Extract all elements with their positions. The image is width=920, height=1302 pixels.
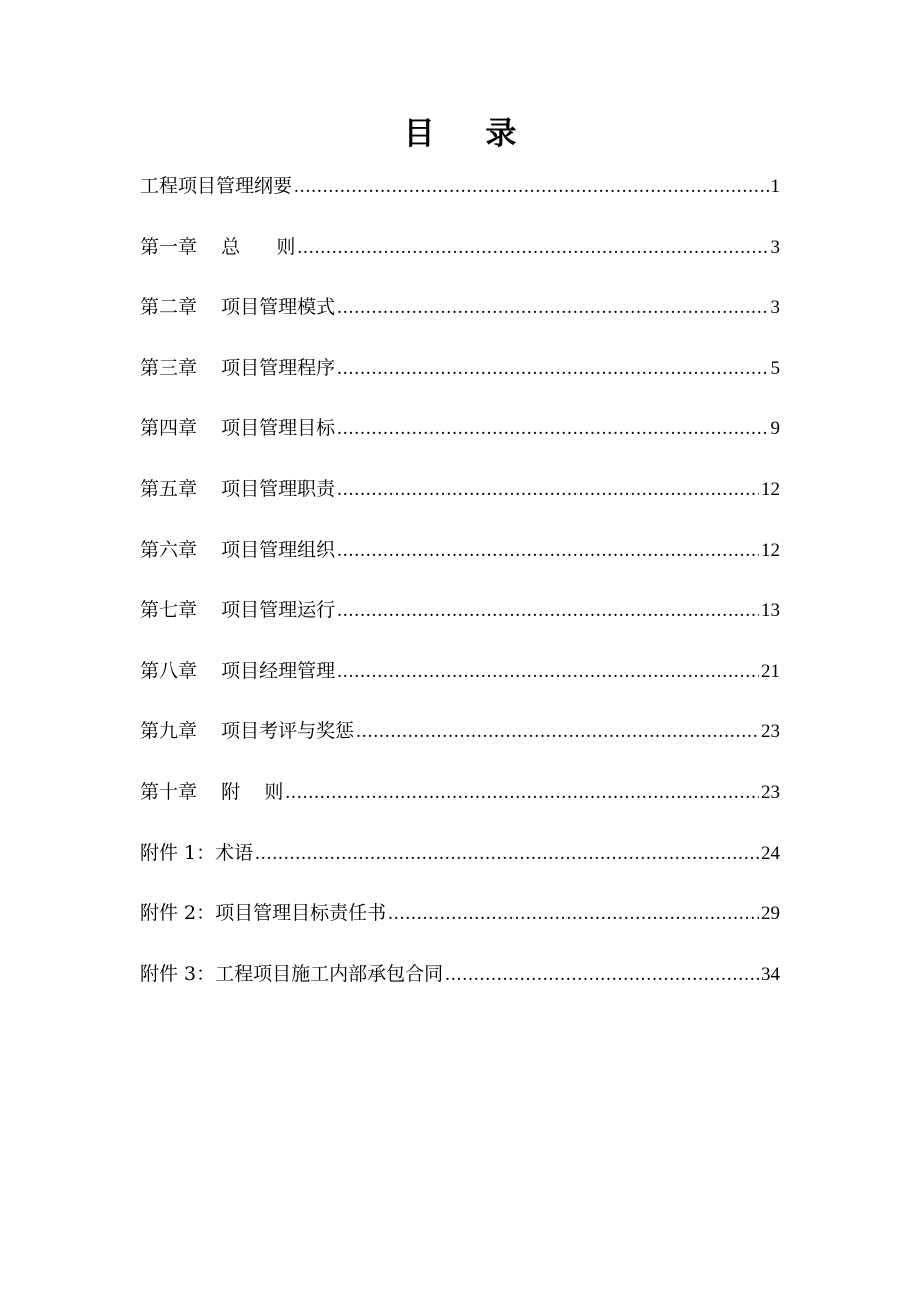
toc-entry[interactable] [140, 532, 780, 593]
toc-entry[interactable] [140, 835, 780, 896]
toc-entry-page: 29 [761, 903, 780, 925]
toc-dot-leader [294, 169, 768, 205]
toc-entry-label: 附件 1：术语 [140, 841, 254, 864]
toc-entry-label: 第八章 项目经理管理 [140, 659, 336, 682]
toc-entry-page: 21 [761, 660, 780, 682]
toc-entry[interactable] [140, 895, 780, 956]
toc-entry-page: 12 [761, 478, 780, 500]
toc-entry[interactable] [140, 410, 780, 471]
toc-dot-leader [445, 957, 759, 993]
toc-entry-page: 34 [761, 963, 780, 985]
toc-entry-page: 3 [770, 297, 780, 319]
toc-entry-label: 第一章 总 则 [140, 235, 296, 258]
toc-dot-leader [337, 472, 759, 508]
toc-dot-leader [337, 654, 759, 690]
toc-dot-leader [337, 290, 768, 326]
toc-entry-label: 工程项目管理纲要 [140, 175, 293, 197]
toc-entry[interactable] [140, 653, 780, 714]
toc-entry-page: 23 [761, 721, 780, 743]
toc-entry-page: 23 [761, 781, 780, 803]
toc-entry[interactable] [140, 956, 780, 1017]
toc-entry-label: 第三章 项目管理程序 [140, 356, 336, 379]
toc-entry[interactable] [140, 471, 780, 532]
toc-entry-label: 第二章 项目管理模式 [140, 296, 336, 319]
toc-entry-label: 第九章 项目考评与奖惩 [140, 720, 355, 743]
toc-entry-page: 3 [770, 236, 780, 258]
toc-entry[interactable] [140, 350, 780, 411]
toc-entry[interactable] [140, 289, 780, 350]
toc-entry-label: 第五章 项目管理职责 [140, 477, 336, 500]
toc-entry-page: 1 [770, 176, 780, 197]
toc-entry-page: 12 [761, 539, 780, 561]
toc-entry[interactable] [140, 774, 780, 835]
toc-entry[interactable] [140, 592, 780, 653]
toc-entry-label: 第六章 项目管理组织 [140, 538, 336, 561]
toc-entry-page: 24 [761, 842, 780, 864]
toc-dot-leader [285, 775, 759, 811]
toc-entry-page: 13 [761, 600, 780, 622]
toc-entry[interactable] [140, 713, 780, 774]
toc-dot-leader [388, 896, 759, 932]
toc-entry-label: 附件 2：项目管理目标责任书 [140, 902, 387, 925]
toc-dot-leader [356, 714, 759, 750]
toc-entry-page: 5 [770, 357, 780, 379]
toc-dot-leader [337, 411, 768, 447]
toc-entry-label: 附件 3：工程项目施工内部承包合同 [140, 962, 444, 985]
toc-entry-label: 第七章 项目管理运行 [140, 599, 336, 622]
toc-dot-leader [297, 230, 768, 266]
toc-entry-page: 9 [770, 418, 780, 440]
toc-dot-leader [337, 533, 759, 569]
toc-entry-label: 第十章 附 则 [140, 780, 284, 803]
toc-entry-label: 第四章 项目管理目标 [140, 417, 336, 440]
toc-dot-leader [255, 836, 759, 872]
table-of-contents [140, 168, 780, 1016]
page-title: 目 录 [403, 116, 537, 152]
toc-entry[interactable] [140, 229, 780, 290]
toc-entry[interactable] [140, 168, 780, 229]
toc-dot-leader [337, 593, 759, 629]
toc-dot-leader [337, 351, 768, 387]
